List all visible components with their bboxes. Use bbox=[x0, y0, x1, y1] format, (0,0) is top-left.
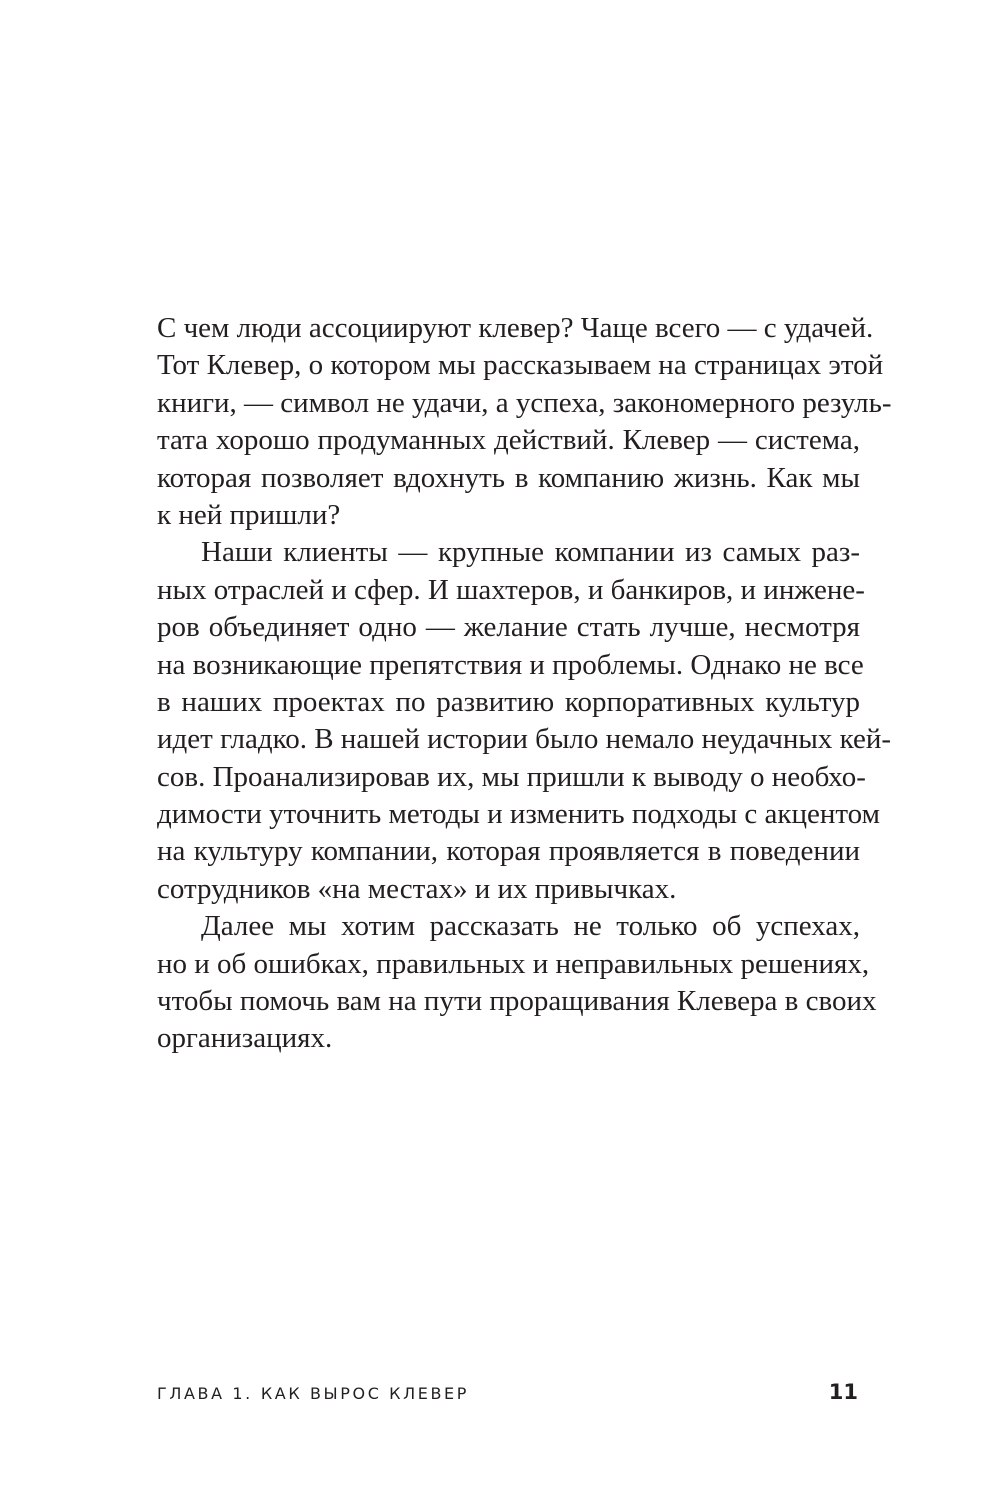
text-line: но и об ошибках, правильных и неправильных решениях, bbox=[157, 947, 870, 980]
text-line: ров объединяет одно — желание стать лучше, несмотря bbox=[157, 611, 860, 644]
text-line: сотрудников «на местах» и их привычках. bbox=[157, 872, 677, 905]
text-line: на культуру компании, которая проявляется в поведении bbox=[157, 835, 860, 868]
text-line: Тот Клевер, о котором мы рассказываем на страницах этой bbox=[157, 349, 884, 382]
text-line: в наших проектах по развитию корпоративных культур bbox=[157, 685, 860, 718]
text-line: идет гладко. В нашей истории было немало неудачных кей- bbox=[157, 723, 892, 756]
text-line: димости уточнить методы и изменить подходы с акцентом bbox=[157, 798, 880, 831]
text-line: к ней пришли? bbox=[157, 498, 341, 531]
text-line: которая позволяет вдохнуть в компанию жизнь. Как мы bbox=[157, 461, 860, 494]
text-line: Наши клиенты — крупные компании из самых раз- bbox=[201, 536, 860, 569]
page-number: 11 bbox=[828, 1380, 858, 1404]
text-line: сов. Проанализировав их, мы пришли к выводу о необхо- bbox=[157, 760, 866, 793]
body-text bbox=[157, 310, 892, 1058]
chapter-label: ГЛАВА 1. bbox=[157, 1384, 253, 1403]
chapter-title: КАК ВЫРОС КЛЕВЕР bbox=[260, 1384, 469, 1403]
text-line: книги, — символ не удачи, а успеха, закономерного резуль- bbox=[157, 386, 892, 419]
text-line: С чем люди ассоциируют клевер? Чаще всего — с удачей. bbox=[157, 312, 874, 344]
text-line: ных отраслей и сфер. И шахтеров, и банкиров, и инжене- bbox=[157, 573, 865, 606]
running-footer bbox=[157, 1384, 469, 1403]
text-line: тата хорошо продуманных действий. Клевер — система, bbox=[157, 424, 860, 457]
text-line: на возникающие препятствия и проблемы. Однако не все bbox=[157, 648, 864, 681]
text-line: Далее мы хотим рассказать не только об успехах, bbox=[201, 910, 860, 943]
text-line: организациях. bbox=[157, 1022, 333, 1055]
text-line: чтобы помочь вам на пути проращивания Клевера в своих bbox=[157, 985, 877, 1018]
